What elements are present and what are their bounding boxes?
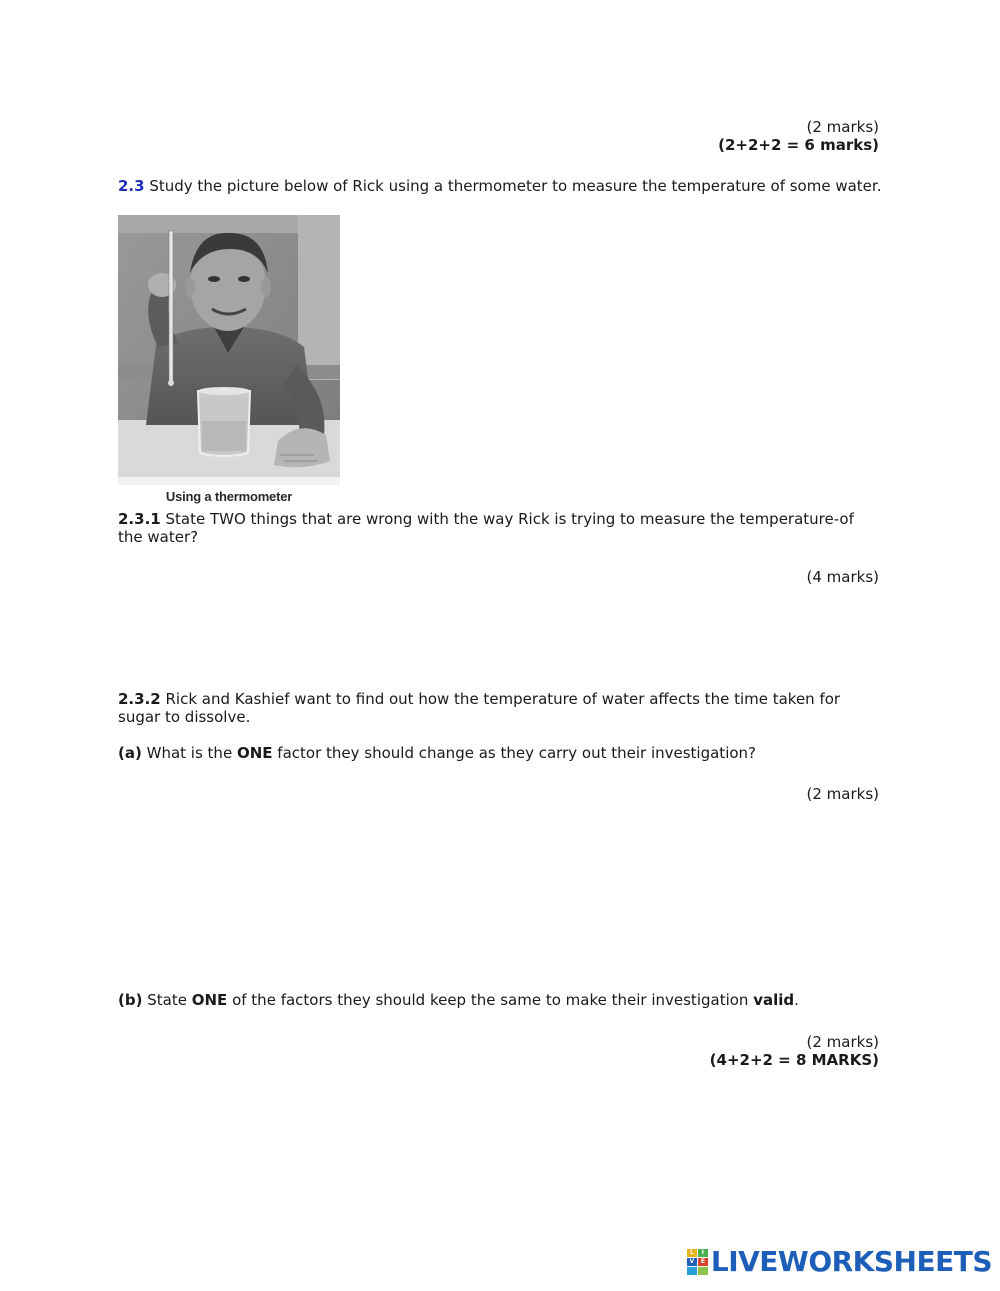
logo-tile [687, 1267, 697, 1275]
logo-letter: I [698, 1249, 708, 1257]
marks-label: (2 marks) [806, 118, 879, 136]
part-emphasis: ONE [191, 991, 228, 1009]
marks-total: (4+2+2 = 8 MARKS) [709, 1051, 879, 1069]
thermometer-photo [118, 215, 340, 505]
part-text: of the factors they should keep the same to make their investigation [232, 991, 749, 1009]
part-label: (a) [118, 744, 142, 762]
question-number: 2.3 [118, 177, 145, 195]
part-text: . [794, 991, 799, 1009]
logo-letter: L [687, 1249, 697, 1257]
marks-label: (2 marks) [806, 785, 879, 803]
marks-label: (4 marks) [806, 568, 879, 586]
question-text: Study the picture below of Rick using a thermometer to measure the temperature of some water. [149, 177, 882, 195]
part-text: factor they should change as they carry out their investigation? [277, 744, 757, 762]
question-2-3 [118, 177, 883, 195]
question-number: 2.3.1 [118, 510, 161, 528]
logo-tile [698, 1267, 708, 1275]
question-2-3-2 [118, 690, 883, 726]
marks-total: (2+2+2 = 6 marks) [718, 136, 879, 154]
marks-label: (2 marks) [806, 1033, 879, 1051]
logo-letter: V [687, 1258, 697, 1266]
part-emphasis: valid [753, 991, 795, 1009]
question-text: Rick and Kashief want to find out how the temperature of water affects the time taken for sugar to dissolve. [118, 690, 841, 726]
question-part-a [118, 744, 883, 762]
part-text: State [147, 991, 187, 1009]
liveworksheets-logo[interactable] [687, 1247, 992, 1277]
boy-with-thermometer-illustration [118, 215, 340, 485]
question-part-b [118, 991, 883, 1009]
logo-letter: E [698, 1258, 708, 1266]
part-emphasis: ONE [236, 744, 273, 762]
question-number: 2.3.2 [118, 690, 161, 708]
logo-icon [687, 1249, 707, 1275]
part-text: What is the [146, 744, 233, 762]
image-caption: Using a thermometer [165, 489, 293, 504]
part-label: (b) [118, 991, 143, 1009]
question-text: State TWO things that are wrong with the way Rick is trying to measure the temperature-of the water? [118, 510, 854, 546]
question-2-3-1 [118, 510, 883, 546]
logo-text: LIVEWORKSHEETS [710, 1245, 992, 1278]
